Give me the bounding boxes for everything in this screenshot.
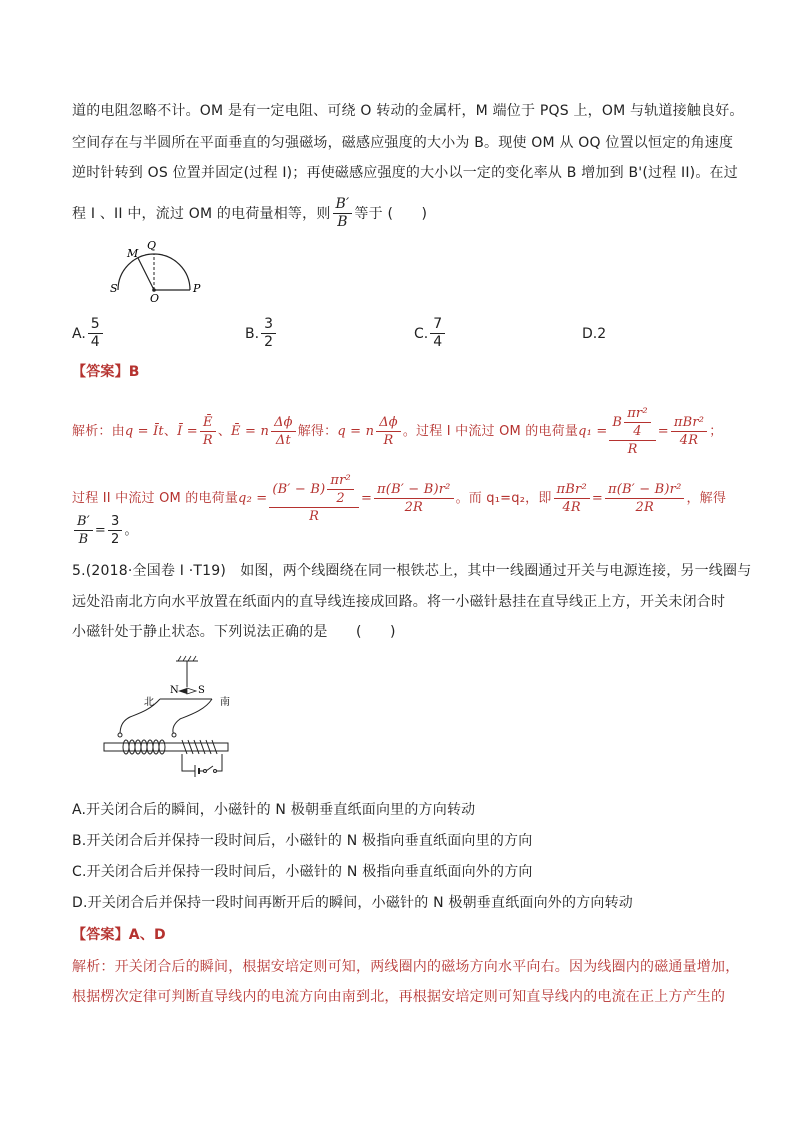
sol1-equals: = xyxy=(657,423,669,439)
sol1-eq2-den: R xyxy=(202,433,213,448)
coil-compass-figure xyxy=(100,655,240,780)
q5-option-b[interactable]: B.开关闭合后并保持一段时间后，小磁针的 N 极指向垂直纸面向里的方向 xyxy=(72,833,533,849)
q4-option-c[interactable] xyxy=(414,316,447,351)
q4-line4-pre: 程 I 、II 中，流过 OM 的电荷量相等，则 xyxy=(72,205,331,222)
sol2-d-den: 2R xyxy=(635,500,654,515)
sol3-lhs-fraction xyxy=(74,513,93,548)
q5-text-line-2: 远处沿南北方向水平放置在纸面内的直导线连接成回路。将一小磁针悬挂在直导线正上方，开关未闭合时 xyxy=(72,594,726,610)
rod-om xyxy=(138,258,154,290)
sol3-lhs-num: B′ xyxy=(74,513,93,531)
q4-option-a-letter: A. xyxy=(72,325,86,342)
q4-option-c-num: 7 xyxy=(430,316,445,334)
sol1-q1b-fraction xyxy=(671,414,707,449)
label-q: Q xyxy=(147,239,157,252)
needle-label-s: S xyxy=(198,685,205,696)
sol1-eq3-den: Δt xyxy=(275,433,291,448)
sol3-end: 。 xyxy=(124,522,138,538)
q5-option-d[interactable]: D.开关闭合后并保持一段时间再断开后的瞬间，小磁针的 N 极朝垂直纸面向外的方向转动 xyxy=(72,895,634,911)
sol2-b-fraction xyxy=(374,481,454,516)
circuit-right xyxy=(216,754,222,771)
q4-solution-line-1 xyxy=(72,405,734,458)
q5-text-line-1: 5.(2018·全国卷 I ·T19) 如图，两个线圈绕在同一根铁芯上，其中一线圈通过开关与电源连接，另一线圈与 xyxy=(72,563,752,579)
sol1-eq4-den: R xyxy=(383,433,394,448)
q4-option-b-den: 2 xyxy=(264,334,273,350)
q4-option-b-letter: B. xyxy=(245,325,260,342)
sol2-c-den: 4R xyxy=(562,500,581,515)
sol2-d-num: π(B′ − B)r² xyxy=(605,481,685,499)
sol1-text2: 。过程 I 中流过 OM 的电荷量 xyxy=(402,423,579,439)
sol2-end: ，解得 xyxy=(686,490,727,506)
q4-option-b-num: 3 xyxy=(261,316,276,334)
sol2-q2-inner-num: πr² xyxy=(327,472,354,490)
q4-option-b[interactable] xyxy=(245,316,278,351)
sol2-b-num: π(B′ − B)r² xyxy=(374,481,454,499)
q4-option-a-den: 4 xyxy=(90,334,100,350)
sol1-mid: 解得： xyxy=(297,423,338,439)
q4-option-c-letter: C. xyxy=(414,325,429,342)
sol1-eq3-fraction xyxy=(271,414,296,449)
sol1-q1-num xyxy=(609,405,655,441)
sol3-equals: = xyxy=(94,522,106,538)
q4-ratio-den: B xyxy=(337,214,348,230)
sol2-q2-den: R xyxy=(309,509,320,524)
sol1-eq1: q = Īt xyxy=(124,423,164,439)
sol1-q1-inner-den: 4 xyxy=(633,424,642,439)
needle-s-pole xyxy=(187,688,196,694)
sol1-end: ； xyxy=(709,423,723,439)
semicircle-track-figure xyxy=(105,235,210,305)
q5-answer: 【答案】A、D xyxy=(72,927,166,943)
needle-n-pole xyxy=(178,688,187,694)
wire-left-lead xyxy=(120,699,160,735)
sol2-d-fraction xyxy=(605,481,685,516)
q4-answer: 【答案】B xyxy=(72,364,140,380)
q4-option-a[interactable] xyxy=(72,316,105,351)
needle-label-n: N xyxy=(170,685,179,696)
q4-option-c-den: 4 xyxy=(433,334,443,350)
sol1-q1b-den: 4R xyxy=(679,433,699,448)
sol1-eq3-lhs: Ē = n xyxy=(231,423,270,439)
sol1-q1-fraction xyxy=(609,405,655,458)
sol1-q1-inner-num: πr² xyxy=(624,405,651,423)
q4-option-d[interactable] xyxy=(582,326,606,342)
sol2-mid: 。而 q₁=q₂，即 xyxy=(455,490,552,506)
label-s: S xyxy=(110,282,118,295)
sol2-c-fraction xyxy=(554,481,590,516)
label-south: 南 xyxy=(220,697,230,708)
terminal-right xyxy=(172,733,176,737)
sol1-pre: 解析：由 xyxy=(72,423,125,439)
q4-line4-post: 等于 ( ) xyxy=(354,205,428,222)
circuit-left xyxy=(182,754,195,771)
label-p: P xyxy=(193,282,201,295)
sol3-lhs-den: B xyxy=(78,532,89,547)
sol1-q1b-num: πBr² xyxy=(671,414,707,432)
q5-solution-line-2: 根据楞次定律可判断直导线内的电流方向由南到北，再根据安培定则可知直导线内的电流在正上方产生的 xyxy=(72,989,726,1005)
label-m: M xyxy=(127,247,139,260)
q5-solution-line-1: 解析：开关闭合后的瞬间，根据安培定则可知，两线圈内的磁场方向水平向右。因为线圈内的磁通量增加， xyxy=(72,959,740,975)
terminal-left xyxy=(118,733,122,737)
switch-blade xyxy=(206,766,213,771)
sol3-rhs-den: 2 xyxy=(111,532,120,547)
q4-option-d-letter: D. xyxy=(582,326,598,342)
q4-solution-line-3 xyxy=(72,513,734,548)
sol1-eq2-num: Ē xyxy=(200,414,216,432)
label-o: O xyxy=(150,292,160,305)
sol2-q2-inner-fraction xyxy=(327,472,354,507)
ceiling-hatch xyxy=(178,656,196,661)
sol1-eq4-fraction xyxy=(376,414,401,449)
sol1-q1-inner-fraction xyxy=(624,405,651,440)
sol1-q1-lhs: q₁ = xyxy=(578,423,608,439)
sol1-eq2-fraction xyxy=(200,414,216,449)
sol1-q1-num-b: B xyxy=(612,415,623,430)
sol2-q2-lhs: q₂ = xyxy=(238,490,268,506)
q5-option-a[interactable]: A.开关闭合后的瞬间，小磁针的 N 极朝垂直纸面向里的方向转动 xyxy=(72,802,476,818)
sol2-b-den: 2R xyxy=(404,500,424,515)
sol1-sep1: 、 xyxy=(163,423,178,439)
sol1-eq3-num: Δϕ xyxy=(271,414,296,432)
sol2-equals: = xyxy=(360,490,373,506)
q4-text-line-4 xyxy=(72,196,734,231)
q4-text-line-3: 逆时针转到 OS 位置并固定(过程 I)；再使磁感应强度的大小以一定的变化率从 B 增加到 B'(过程 II)。在过 xyxy=(72,165,738,181)
sol1-sep2: 、 xyxy=(217,423,232,439)
sol2-q2-inner-den: 2 xyxy=(336,491,345,506)
q4-ratio-num: B′ xyxy=(333,196,353,214)
q4-option-d-value: 2 xyxy=(597,326,607,342)
sol2-equals-2: = xyxy=(591,490,603,506)
q5-option-c[interactable]: C.开关闭合后并保持一段时间后，小磁针的 N 极指向垂直纸面向外的方向 xyxy=(72,864,533,880)
q4-text-line-1: 道的电阻忽略不计。OM 是有一定电阻、可绕 O 转动的金属杆，M 端位于 PQS 上，OM 与轨道接触良好。 xyxy=(72,103,744,119)
sol2-q2-num-a: (B′ − B) xyxy=(272,482,326,497)
q4-ratio-fraction xyxy=(333,196,353,231)
q4-option-a-num: 5 xyxy=(88,316,103,334)
q4-option-a-fraction xyxy=(88,316,103,351)
q4-option-b-fraction xyxy=(261,316,276,351)
sol3-rhs-num: 3 xyxy=(108,513,122,531)
sol2-pre: 过程 II 中流过 OM 的电荷量 xyxy=(72,490,239,506)
sol1-eq4-num: Δϕ xyxy=(376,414,401,432)
sol3-rhs-fraction xyxy=(108,513,122,548)
sol1-eq4-lhs: q = n xyxy=(337,423,375,439)
sol2-c-num: πBr² xyxy=(554,481,590,499)
label-north: 北 xyxy=(144,697,154,708)
wire-right-lead xyxy=(173,699,212,735)
q4-option-c-fraction xyxy=(430,316,445,351)
q5-text-line-3: 小磁针处于静止状态。下列说法正确的是 ( ) xyxy=(72,624,396,640)
sol2-q2-num xyxy=(269,472,359,508)
sol1-q1-den: R xyxy=(627,442,638,457)
q4-text-line-2: 空间存在与半圆所在平面垂直的匀强磁场，磁感应强度的大小为 B。现使 OM 从 OQ 位置以恒定的角速度 xyxy=(72,135,734,151)
sol1-eq2-lhs: Ī = xyxy=(177,423,198,439)
